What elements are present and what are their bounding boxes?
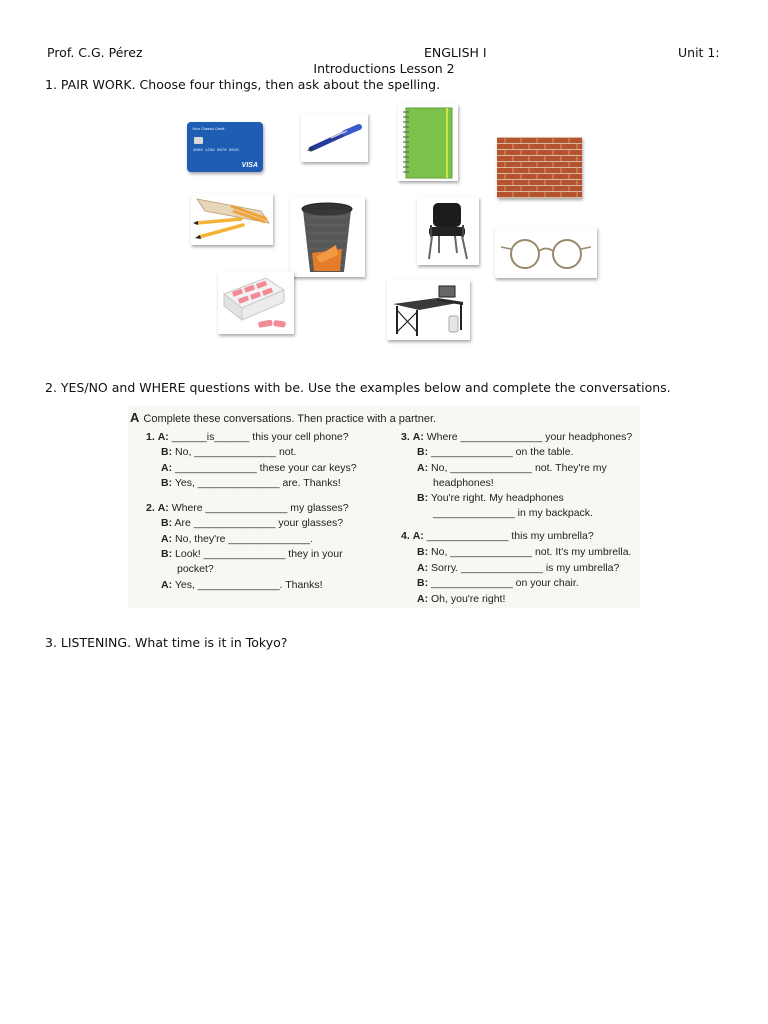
- unit-label: Unit 1:: [678, 45, 720, 60]
- section3-prompt: 3. LISTENING. What time is it in Tokyo?: [45, 635, 288, 650]
- right-line: B: ______________ on your chair.: [417, 577, 579, 589]
- left-line: B: Look! ______________ they in your: [161, 548, 343, 560]
- card-brand-text: VISA: [241, 162, 258, 169]
- credit-card-image: [187, 122, 263, 172]
- left-line: B: Are ______________ your glasses?: [161, 517, 344, 529]
- exercise-instructions: Complete these conversations. Then practice with a partner.: [143, 413, 437, 425]
- left-line: B: Yes, ______________ are. Thanks!: [161, 477, 341, 489]
- right-line: A: No, ______________ not. They're my: [417, 462, 607, 474]
- left-line: A: No, they're ______________.: [161, 533, 314, 545]
- section1-prompt: 1. PAIR WORK. Choose four things, then ask about the spelling.: [45, 77, 441, 92]
- brick-wall-image: [497, 137, 582, 198]
- pencils-image: [191, 193, 273, 245]
- left-line: A: Yes, ______________. Thanks!: [161, 579, 323, 591]
- glasses-image: [495, 227, 597, 278]
- card-bank-text: Your Classic Debit: [192, 126, 225, 131]
- section2-prompt: 2. YES/NO and WHERE questions with be. Use the examples below and complete the conversations.: [45, 380, 671, 395]
- lesson-subtitle: Introductions Lesson 2: [313, 61, 455, 76]
- right-line: B: No, ______________ not. It's my umbrella.: [417, 546, 632, 558]
- erasers-image: [218, 272, 294, 334]
- pen-image: [301, 113, 368, 162]
- right-line: B: You're right. My headphones: [417, 492, 564, 504]
- left-line: 1. A: ______is______ this your cell phone?: [146, 431, 349, 443]
- teacher-name: Prof. C.G. Pérez: [47, 45, 143, 60]
- card-chip: [194, 137, 203, 144]
- left-line: pocket?: [177, 563, 214, 575]
- right-line: B: ______________ on the table.: [417, 446, 574, 458]
- notebook-image: [398, 104, 458, 181]
- left-line: 2. A: Where ______________ my glasses?: [146, 502, 349, 514]
- card-number-text: 4000 1234 5678 9010: [193, 149, 239, 153]
- exercise-heading: [130, 410, 436, 425]
- exercise-letter: A: [130, 410, 140, 425]
- chair-image: [417, 197, 479, 265]
- desk-image: [387, 280, 470, 340]
- exercise-box: [128, 406, 640, 608]
- left-line: A: ______________ these your car keys?: [161, 462, 357, 474]
- right-line: A: Sorry. ______________ is my umbrella?: [417, 562, 620, 574]
- right-line: headphones!: [433, 477, 494, 489]
- right-line: A: Oh, you're right!: [417, 593, 506, 605]
- course-title: ENGLISH I: [424, 45, 487, 60]
- left-line: B: No, ______________ not.: [161, 446, 297, 458]
- right-line: 3. A: Where ______________ your headphones?: [401, 431, 633, 443]
- right-line: ______________ in my backpack.: [433, 507, 593, 519]
- right-line: 4. A: ______________ this my umbrella?: [401, 530, 594, 542]
- wastebasket-image: [290, 197, 365, 277]
